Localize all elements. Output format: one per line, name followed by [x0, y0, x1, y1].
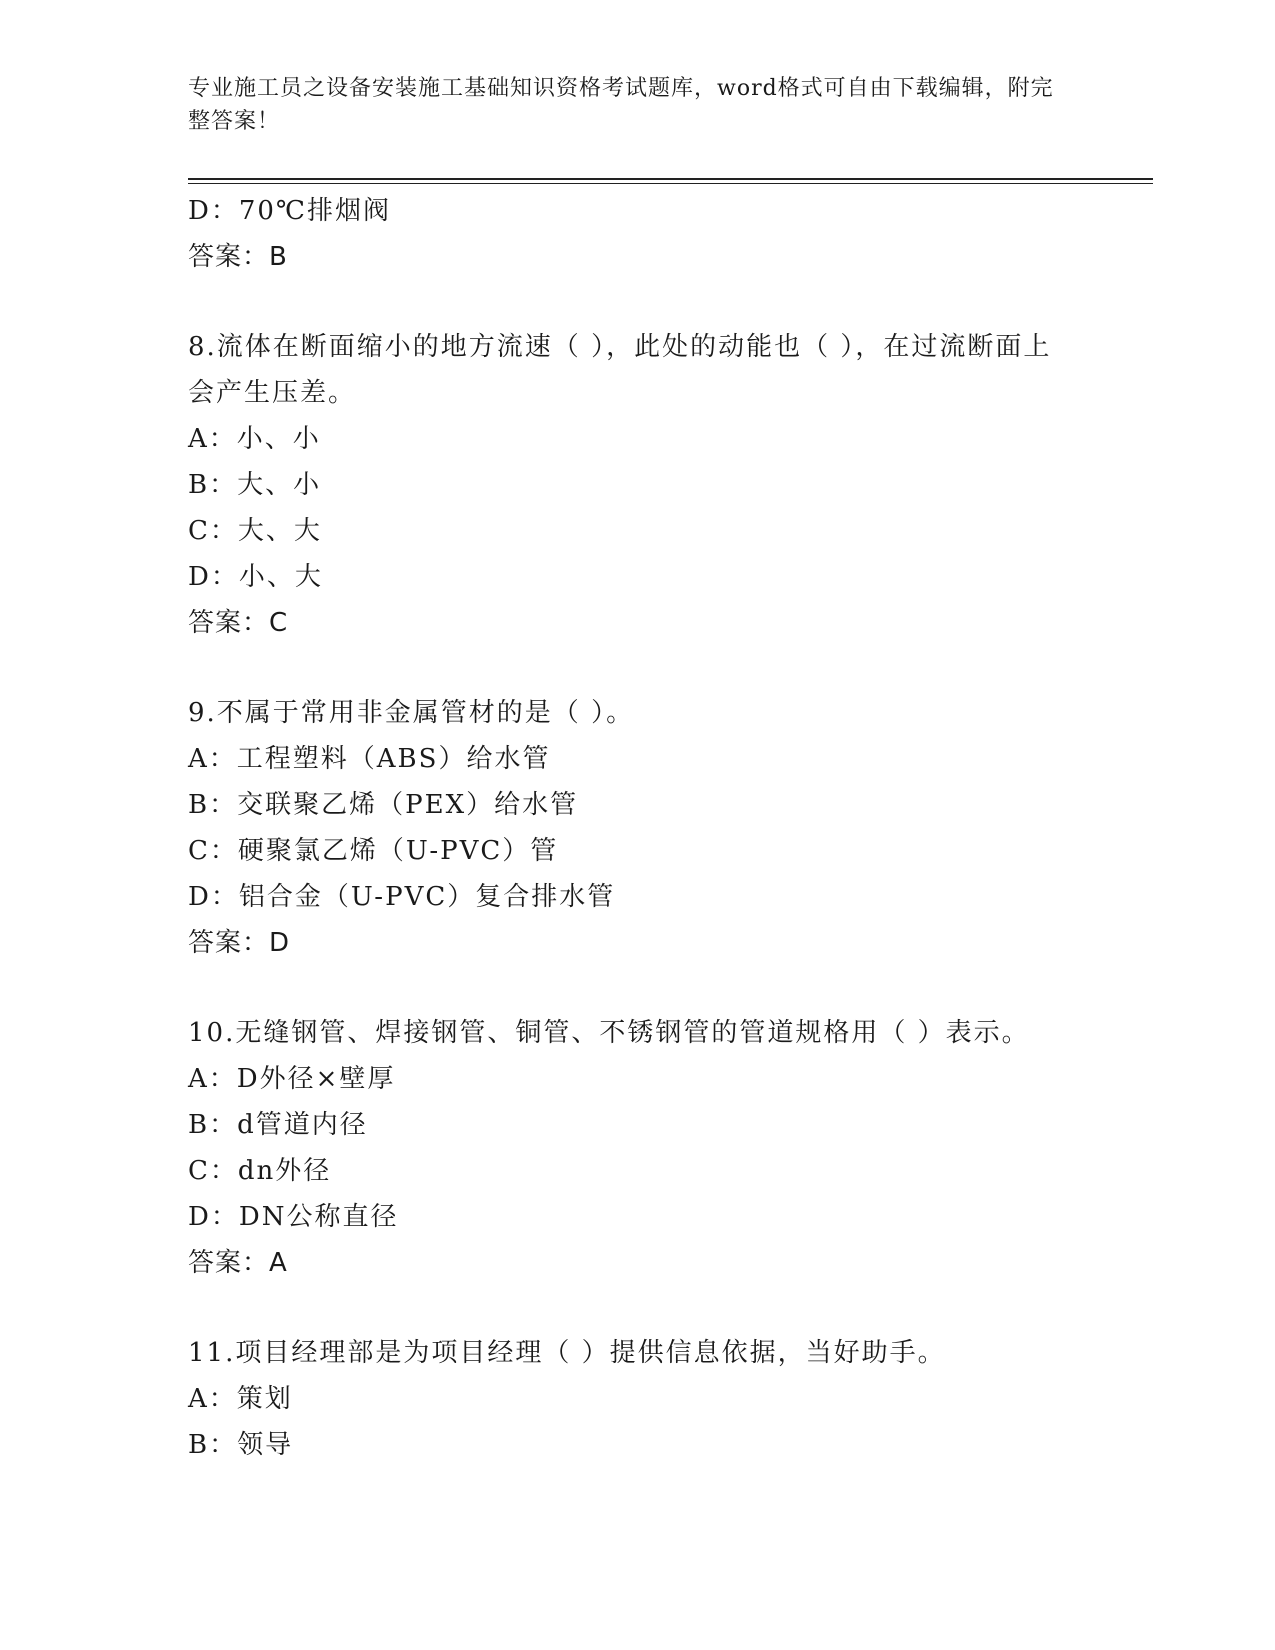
- q8-option-a: A：小、小: [188, 424, 321, 454]
- q11-stem: 11.项目经理部是为项目经理（ ）提供信息依据，当好助手。: [188, 1338, 946, 1368]
- q8-option-c: C：大、大: [188, 516, 322, 546]
- q9-stem: 9.不属于常用非金属管材的是（ ）。: [188, 698, 635, 728]
- q10-option-d: D：DN公称直径: [188, 1202, 399, 1232]
- page-header: 专业施工员之设备安装施工基础知识资格考试题库，word格式可自由下载编辑，附完整答案！: [188, 76, 1054, 134]
- q9-option-c: C：硬聚氯乙烯（U-PVC）管: [188, 836, 559, 866]
- q11-option-b: B：领导: [188, 1430, 294, 1460]
- q9-option-b: B：交联聚乙烯（PEX）给水管: [188, 790, 579, 820]
- header-rule-thin: [188, 183, 1153, 184]
- q7-option-d: D：70℃排烟阀: [188, 196, 392, 226]
- q9-answer: 答案：D: [188, 928, 291, 958]
- question-list: [188, 188, 1153, 1468]
- q10-option-b: B：d管道内径: [188, 1110, 368, 1140]
- q8-stem: 8.流体在断面缩小的地方流速（ ），此处的动能也（ ），在过流断面上会产生压差。: [188, 332, 1052, 408]
- q11-option-a: A：策划: [188, 1384, 293, 1414]
- q9-option-d: D：铝合金（U-PVC）复合排水管: [188, 882, 616, 912]
- q8-answer: 答案：C: [188, 608, 289, 638]
- q8-option-d: D：小、大: [188, 562, 323, 592]
- q9-option-a: A：工程塑料（ABS）给水管: [188, 744, 551, 774]
- q8-option-b: B：大、小: [188, 470, 322, 500]
- q7-answer: 答案：B: [188, 242, 288, 272]
- header-rule-thick: [188, 178, 1153, 180]
- q10-option-c: C：dn外径: [188, 1156, 332, 1186]
- q10-option-a: A：D外径×壁厚: [188, 1064, 396, 1094]
- q10-stem: 10.无缝钢管、焊接钢管、铜管、不锈钢管的管道规格用（ ）表示。: [188, 1018, 1030, 1048]
- q10-answer: 答案：A: [188, 1248, 288, 1278]
